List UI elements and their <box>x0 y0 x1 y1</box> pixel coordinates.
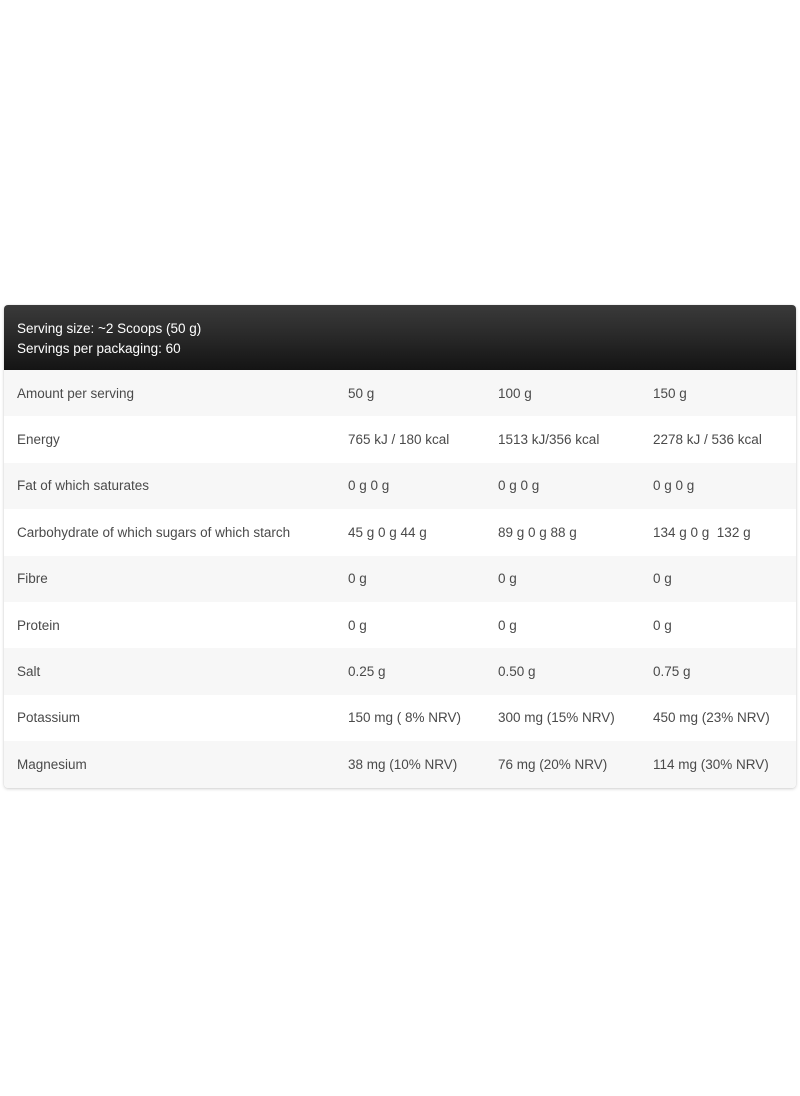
nutrient-value-cell: 150 g <box>653 370 796 416</box>
nutrient-value-cell: 765 kJ / 180 kcal <box>348 416 498 462</box>
nutrition-table-body <box>4 370 796 788</box>
nutrition-table <box>4 370 796 788</box>
nutrient-value-cell: 0 g 0 g <box>498 463 653 509</box>
nutrient-value-cell: 0 g <box>498 556 653 602</box>
nutrient-value-cell: 300 mg (15% NRV) <box>498 695 653 741</box>
nutrient-value-cell: 45 g 0 g 44 g <box>348 509 498 555</box>
table-row <box>4 695 796 741</box>
nutrient-label-cell: Protein <box>4 602 348 648</box>
nutrient-value-cell: 100 g <box>498 370 653 416</box>
nutrient-value-cell: 450 mg (23% NRV) <box>653 695 796 741</box>
nutrient-label-cell: Magnesium <box>4 741 348 787</box>
nutrition-header <box>4 305 796 370</box>
nutrient-value-cell: 76 mg (20% NRV) <box>498 741 653 787</box>
table-row <box>4 648 796 694</box>
serving-size-text: Serving size: ~2 Scoops (50 g) <box>17 321 202 336</box>
nutrient-value-cell: 38 mg (10% NRV) <box>348 741 498 787</box>
table-row <box>4 370 796 416</box>
nutrient-label-cell: Fibre <box>4 556 348 602</box>
table-row <box>4 741 796 787</box>
nutrient-value-cell: 0 g <box>653 602 796 648</box>
nutrient-label-cell: Amount per serving <box>4 370 348 416</box>
nutrient-value-cell: 1513 kJ/356 kcal <box>498 416 653 462</box>
nutrition-facts-card <box>4 305 796 788</box>
servings-per-packaging-text: Servings per packaging: 60 <box>17 341 181 356</box>
nutrient-value-cell: 114 mg (30% NRV) <box>653 741 796 787</box>
table-row <box>4 556 796 602</box>
nutrient-value-cell: 0.50 g <box>498 648 653 694</box>
table-row <box>4 416 796 462</box>
nutrient-value-cell: 0 g <box>653 556 796 602</box>
nutrient-label-cell: Salt <box>4 648 348 694</box>
nutrient-value-cell: 2278 kJ / 536 kcal <box>653 416 796 462</box>
nutrient-value-cell: 150 mg ( 8% NRV) <box>348 695 498 741</box>
nutrient-value-cell: 134 g 0 g 132 g <box>653 509 796 555</box>
nutrient-label-cell: Carbohydrate of which sugars of which starch <box>4 509 348 555</box>
nutrient-value-cell: 0 g <box>348 556 498 602</box>
nutrient-value-cell: 0 g 0 g <box>348 463 498 509</box>
table-row <box>4 602 796 648</box>
nutrient-value-cell: 0 g <box>498 602 653 648</box>
table-row <box>4 463 796 509</box>
nutrient-value-cell: 50 g <box>348 370 498 416</box>
nutrient-label-cell: Potassium <box>4 695 348 741</box>
nutrient-value-cell: 0 g <box>348 602 498 648</box>
nutrient-value-cell: 0.25 g <box>348 648 498 694</box>
nutrient-value-cell: 0 g 0 g <box>653 463 796 509</box>
nutrient-label-cell: Fat of which saturates <box>4 463 348 509</box>
nutrient-value-cell: 0.75 g <box>653 648 796 694</box>
table-row <box>4 509 796 555</box>
nutrient-value-cell: 89 g 0 g 88 g <box>498 509 653 555</box>
nutrient-label-cell: Energy <box>4 416 348 462</box>
